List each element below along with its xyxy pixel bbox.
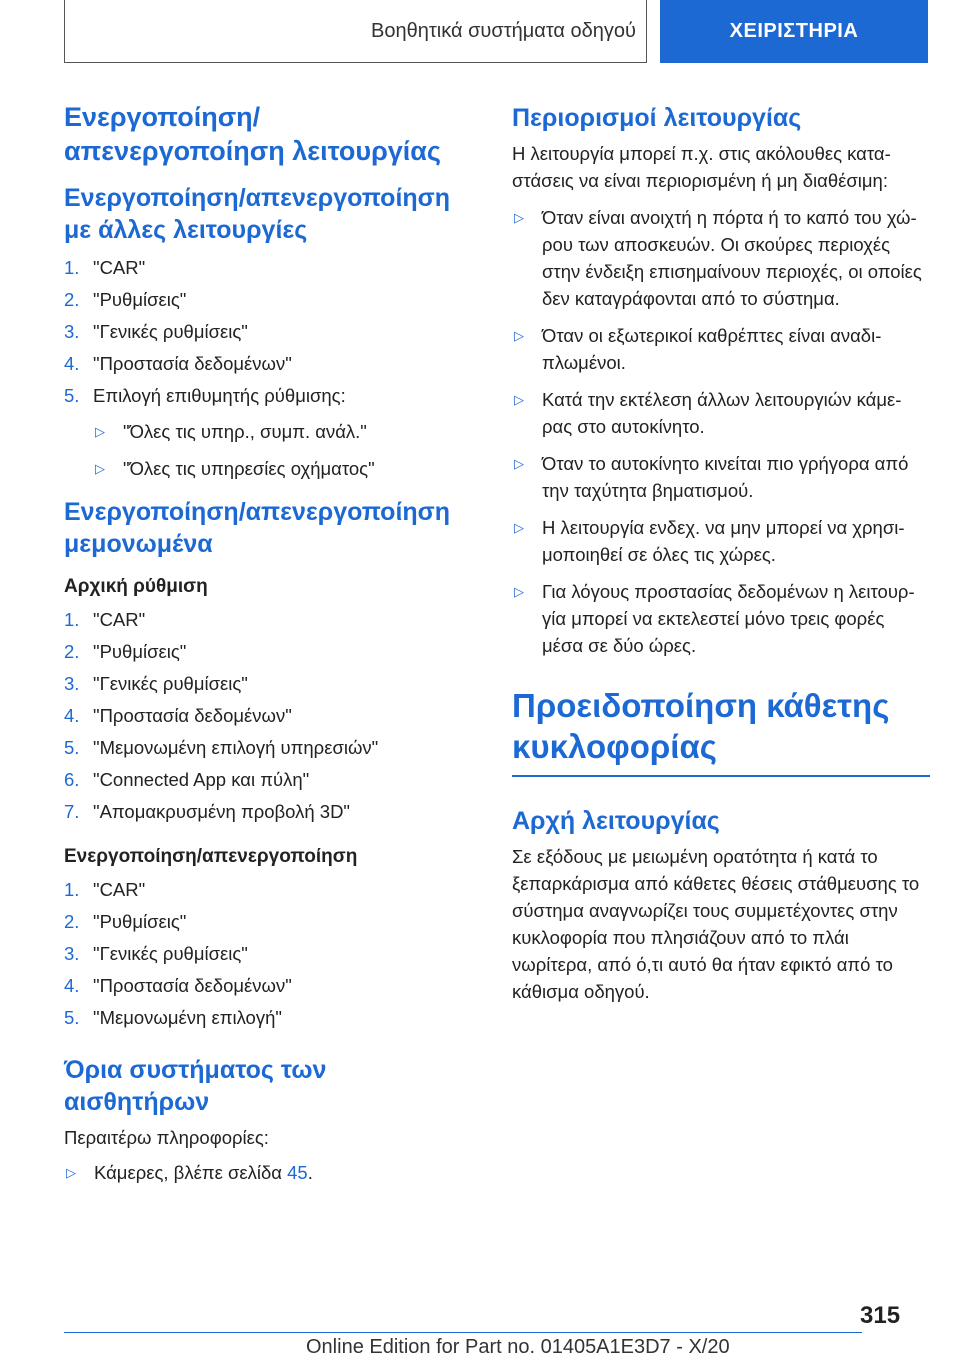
triangle-right-icon: ▷ — [66, 1165, 76, 1180]
list-item: 2. "Ρυθμίσεις" — [64, 641, 187, 662]
list-item: 3. "Γενικές ρυθμίσεις" — [64, 943, 248, 964]
triangle-right-icon: ▷ — [514, 584, 524, 599]
list-item: ▷ Κατά την εκτέλεση άλλων λειτουργιών κάμε-ρας στο αυτοκίνητο. — [512, 386, 930, 440]
list-item: ▷ Όταν οι εξωτερικοί καθρέπτες είναι αναδι-πλωμένοι. — [512, 322, 930, 376]
list-item: ▷ Όταν είναι ανοιχτή η πόρτα ή το καπό του χώ-ρου των αποσκευών. Οι σκούρες περιοχές στην ένδειξη επισημαίνουν περιοχές, οι οποίες δεν καταγράφονται από το σύστημα. — [512, 204, 930, 312]
list-item: ▷ Κάμερες, βλέπε σελίδα 45. — [64, 1159, 474, 1186]
sensor-limits-text: Περαιτέρω πληροφορίες: — [64, 1127, 269, 1148]
steps-initial-setting — [64, 604, 474, 828]
list-item: 1. "CAR" — [64, 257, 146, 278]
section-title-sensor-limits: Όρια συστήματος των αισθητήρων — [64, 1056, 327, 1116]
footer-divider — [64, 1332, 862, 1333]
list-item: 5. Επιλογή επιθυμητής ρύθμισης: — [64, 385, 346, 406]
subsection-title-other-functions: Ενεργοποίηση/απενεργοποίηση με άλλες λειτουργίες — [64, 184, 451, 244]
list-item: 1. "CAR" — [64, 879, 146, 900]
list-item: 5. "Μεμονωμένη επιλογή" — [64, 1007, 282, 1028]
footer-edition: Online Edition for Part no. 01405A1E3D7 - X/20 — [306, 1336, 730, 1358]
limitations-intro: Η λειτουργία μπορεί π.χ. στις ακόλουθες κατα-στάσεις να είναι περιορισμένη ή μη διαθέσιμη: — [512, 143, 891, 191]
title-underline — [512, 775, 930, 777]
triangle-right-icon: ▷ — [514, 392, 524, 407]
steps-toggle — [64, 874, 474, 1034]
list-item: 2. "Ρυθμίσεις" — [64, 911, 187, 932]
list-item: ▷ "Όλες τις υπηρεσίες οχήματος" — [93, 455, 474, 482]
page-header — [64, 0, 928, 66]
subsection-title-individual: Ενεργοποίηση/απενεργοποίηση μεμονωμένα — [64, 498, 451, 558]
right-column — [512, 100, 930, 1013]
list-item: 7. "Απομακρυσμένη προβολή 3D" — [64, 801, 350, 822]
list-item: 5. "Μεμονωμένη επιλογή υπηρεσιών" — [64, 737, 379, 758]
triangle-right-icon: ▷ — [514, 456, 524, 471]
list-item: ▷ Η λειτουργία ενδεχ. να μην μπορεί να χρησι-μοποιηθεί σε όλες τις χώρες. — [512, 514, 930, 568]
setting-options — [64, 418, 474, 482]
list-item: 4. "Προστασία δεδομένων" — [64, 705, 292, 726]
triangle-right-icon: ▷ — [514, 328, 524, 343]
list-item: 1. "CAR" — [64, 609, 146, 630]
list-item: 3. "Γενικές ρυθμίσεις" — [64, 321, 248, 342]
steps-other-functions — [64, 252, 474, 412]
subheading-toggle: Ενεργοποίηση/απενεργοποίηση — [64, 846, 358, 867]
limitations-bullets — [512, 204, 930, 659]
list-item: 3. "Γενικές ρυθμίσεις" — [64, 673, 248, 694]
list-item: 4. "Προστασία δεδομένων" — [64, 975, 292, 996]
triangle-right-icon: ▷ — [95, 424, 105, 439]
section-title-principle: Αρχή λειτουργίας — [512, 807, 720, 835]
triangle-right-icon: ▷ — [514, 520, 524, 535]
list-item: ▷ Για λόγους προστασίας δεδομένων η λειτουρ-γία μπορεί να εκτελεστεί μόνο τρεις φορές μέσα σε δύο ώρες. — [512, 578, 930, 659]
triangle-right-icon: ▷ — [95, 461, 105, 476]
header-section-title: Βοηθητικά συστήματα οδηγού — [64, 0, 647, 63]
list-item: 2. "Ρυθμίσεις" — [64, 289, 187, 310]
left-column — [64, 100, 474, 1200]
page-link-45[interactable]: 45 — [287, 1162, 308, 1183]
chapter-title-cross-traffic: Προειδοποίηση κάθετης κυκλοφορίας — [512, 687, 890, 765]
list-item: 4. "Προστασία δεδομένων" — [64, 353, 292, 374]
sensor-limits-bullets — [64, 1159, 474, 1186]
list-item: 6. "Connected App και πύλη" — [64, 769, 310, 790]
header-chapter-tab[interactable]: ΧΕΙΡΙΣΤΗΡΙΑ — [660, 0, 928, 63]
principle-text: Σε εξόδους με μειωμένη ορατότητα ή κατά το ξεπαρκάρισμα από κάθετες θέσεις στάθμευσης το σύστημα αναγνωρίζει τους συμμετέχοντες στην κυκλοφορία που πλησιάζουν από το πλάι νωρίτερα, από ό,τι αυτό θα ήταν εφικτό από το κάθισμα οδηγού. — [512, 846, 920, 1002]
subheading-initial-setting: Αρχική ρύθμιση — [64, 576, 208, 597]
list-item: ▷ "Όλες τις υπηρ., συμπ. ανάλ." — [93, 418, 474, 445]
triangle-right-icon: ▷ — [514, 210, 524, 225]
section-title-limitations: Περιορισμοί λειτουργίας — [512, 104, 802, 132]
section-title-activation: Ενεργοποίηση/απενεργοποίηση λειτουργίας — [64, 102, 441, 166]
page-number: 315 — [860, 1302, 901, 1329]
list-item: ▷ Όταν το αυτοκίνητο κινείται πιο γρήγορα από την ταχύτητα βηματισμού. — [512, 450, 930, 504]
